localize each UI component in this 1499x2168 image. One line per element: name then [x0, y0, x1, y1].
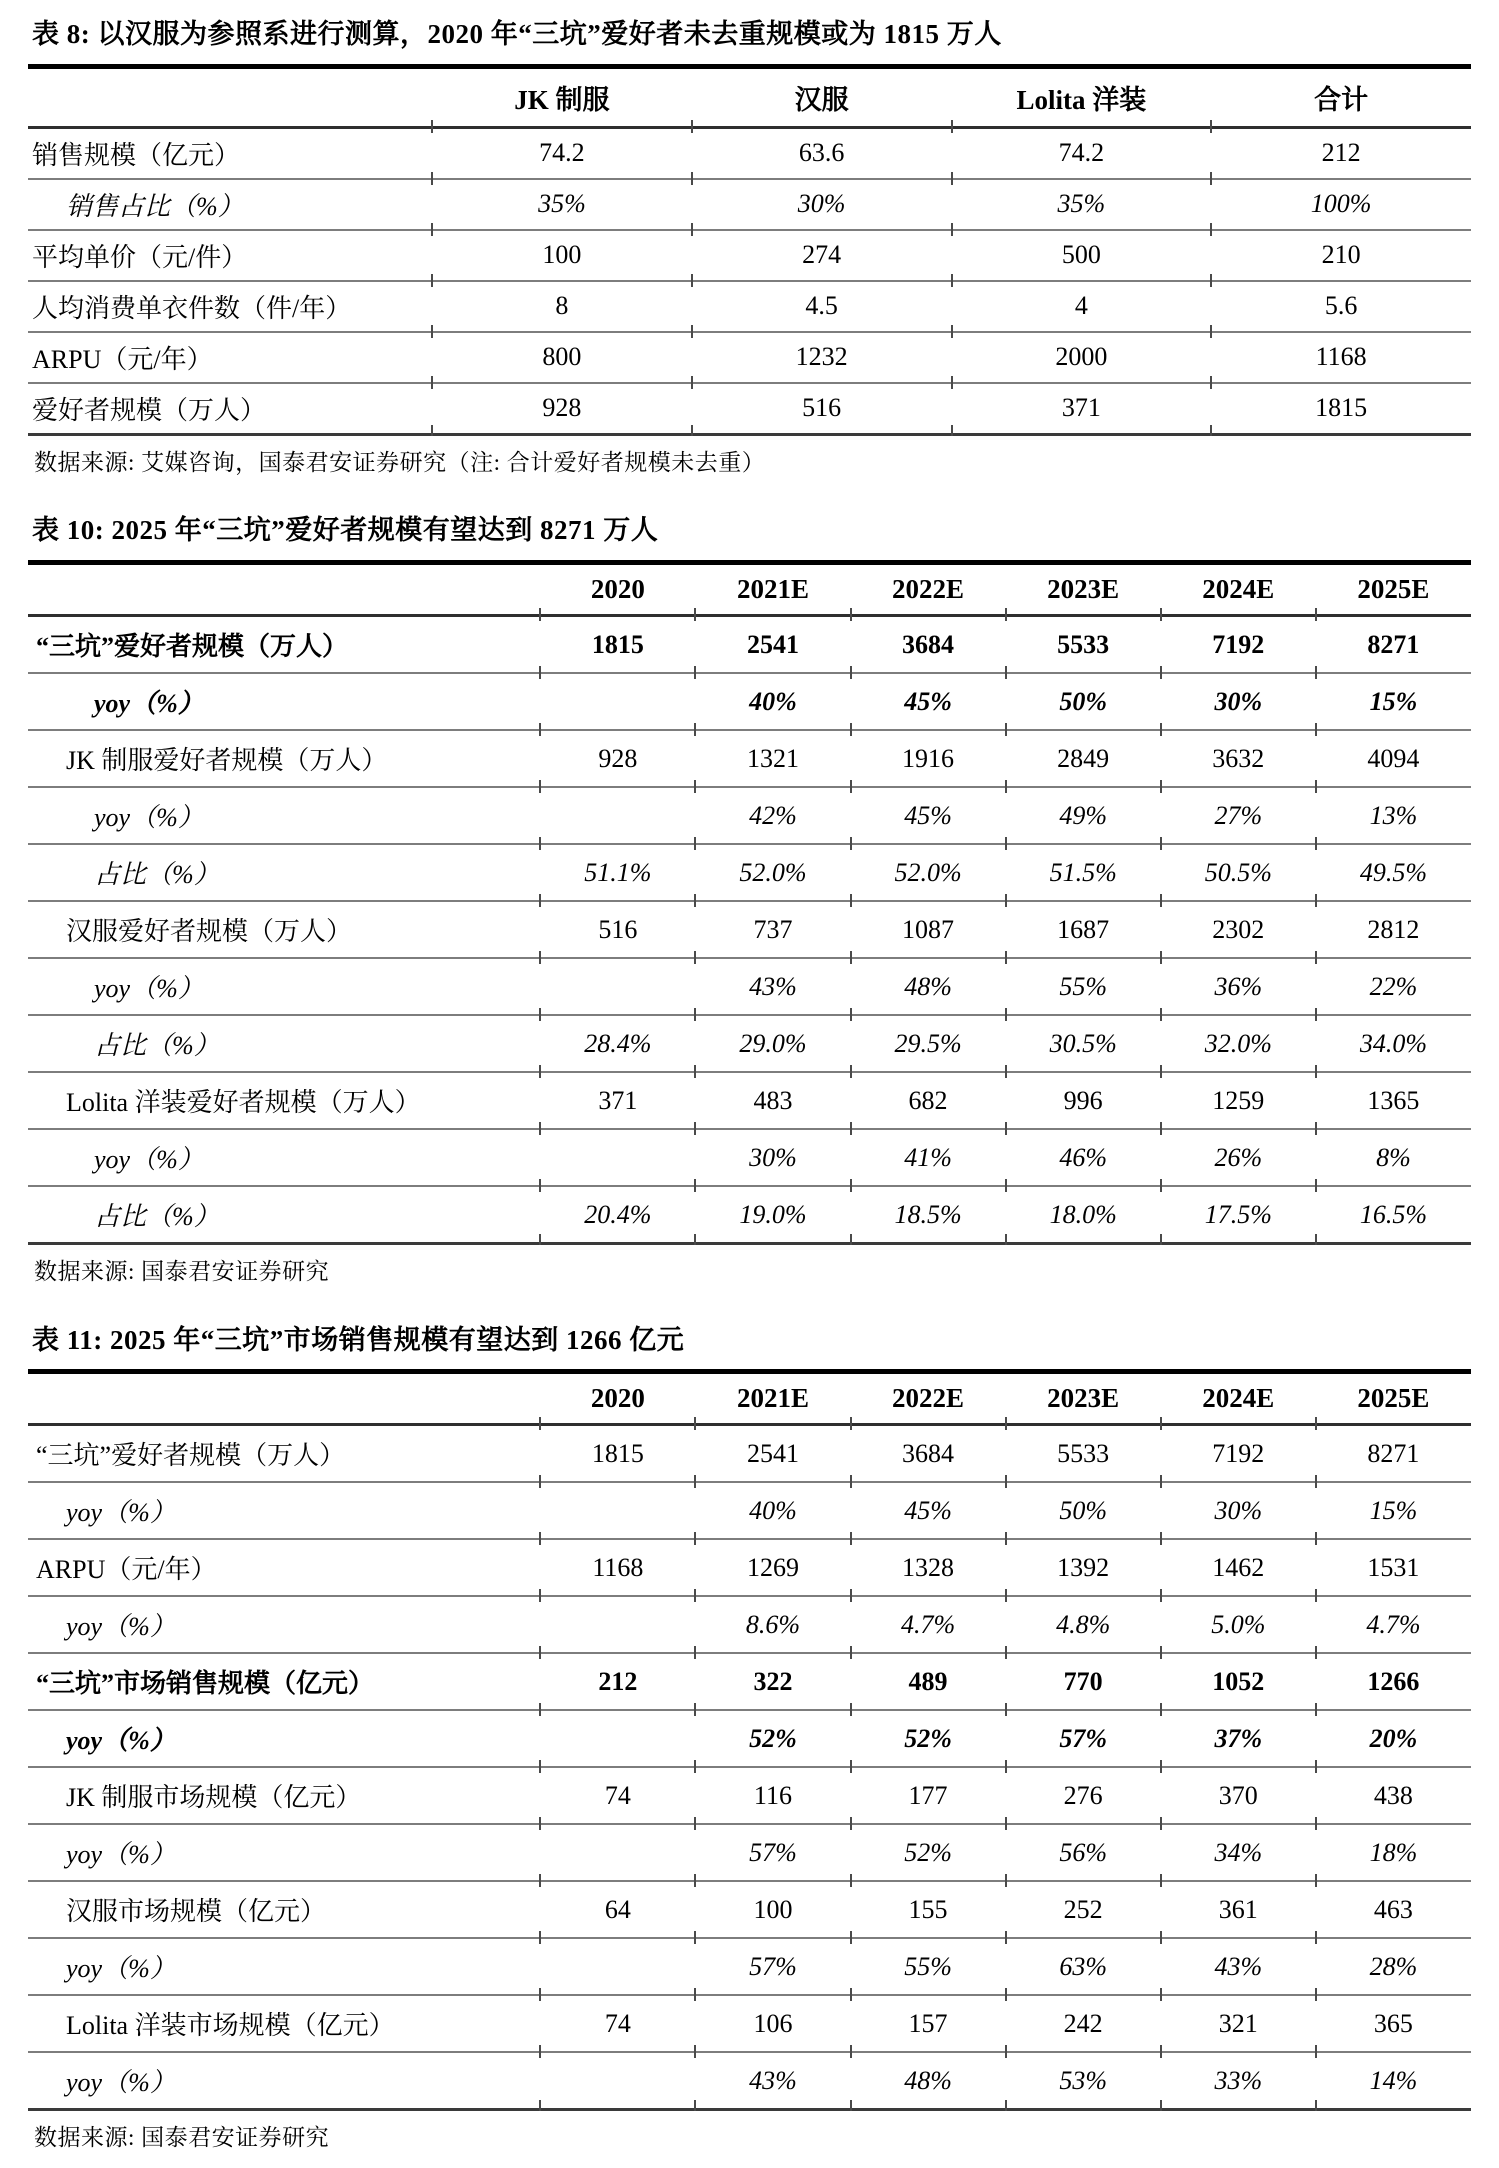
table-row: [28, 730, 1471, 787]
cell-value: 8271: [1316, 616, 1471, 674]
row-label: 销售占比（%）: [28, 179, 432, 230]
row-label: yoy（%）: [28, 1596, 540, 1653]
cell-value: 7192: [1161, 1425, 1316, 1483]
cell-value: 106: [695, 1995, 850, 2052]
cell-value: 48%: [851, 2052, 1006, 2110]
cell-value: 212: [1211, 127, 1471, 179]
cell-value: 2849: [1006, 730, 1161, 787]
cell-value: 1815: [540, 1425, 695, 1483]
cell-value: 322: [695, 1653, 850, 1710]
row-label: 占比（%）: [28, 1015, 540, 1072]
cell-value: [540, 958, 695, 1015]
cell-value: 928: [432, 383, 692, 435]
row-label: yoy（%）: [28, 1824, 540, 1881]
table-row: [28, 901, 1471, 958]
cell-value: 1815: [540, 616, 695, 674]
cell-value: 50%: [1006, 1482, 1161, 1539]
cell-value: 30%: [695, 1129, 850, 1186]
cell-value: 1168: [1211, 332, 1471, 383]
row-label: Lolita 洋装市场规模（亿元）: [28, 1995, 540, 2052]
cell-value: 682: [851, 1072, 1006, 1129]
cell-value: [540, 1596, 695, 1653]
cell-value: 438: [1316, 1767, 1471, 1824]
table10-title: 表 10: 2025 年“三坑”爱好者规模有望达到 8271 万人: [32, 515, 659, 546]
column-header: 2021E: [695, 563, 850, 616]
row-label: yoy（%）: [66, 2068, 176, 2098]
cell-value: 116: [695, 1767, 850, 1824]
row-label: 爱好者规模（万人）: [32, 395, 267, 425]
row-label: yoy（%）: [28, 1129, 540, 1186]
column-header: 合计: [1211, 66, 1471, 127]
cell-value: 49.5%: [1316, 844, 1471, 901]
cell-value: 45%: [851, 673, 1006, 730]
table-row: [28, 1824, 1471, 1881]
row-label: 占比（%）: [94, 1202, 220, 1232]
table-row: [28, 1881, 1471, 1938]
cell-value: 1392: [1006, 1539, 1161, 1596]
cell-value: 5533: [1006, 616, 1161, 674]
header-row: [28, 66, 1471, 127]
row-label: JK 制服市场规模（亿元）: [28, 1767, 540, 1824]
table-row: [28, 1938, 1471, 1995]
cell-value: 2302: [1161, 901, 1316, 958]
cell-value: 45%: [851, 787, 1006, 844]
cell-value: [540, 1938, 695, 1995]
cell-value: 30%: [692, 179, 952, 230]
header-label-cell: [28, 66, 432, 127]
cell-value: 55%: [851, 1938, 1006, 1995]
row-label: ARPU（元/年）: [28, 332, 432, 383]
cell-value: 51.5%: [1006, 844, 1161, 901]
cell-value: 1365: [1316, 1072, 1471, 1129]
cell-value: 50%: [1006, 673, 1161, 730]
table-row: [28, 1653, 1471, 1710]
cell-value: 18.5%: [851, 1186, 1006, 1244]
cell-value: 8: [432, 281, 692, 332]
cell-value: 37%: [1161, 1710, 1316, 1767]
cell-value: 321: [1161, 1995, 1316, 2052]
column-header: Lolita 洋装: [952, 66, 1212, 127]
cell-value: 1328: [851, 1539, 1006, 1596]
cell-value: 5.6: [1211, 281, 1471, 332]
row-label: 平均单价（元/件）: [28, 230, 432, 281]
cell-value: 48%: [851, 958, 1006, 1015]
cell-value: 489: [851, 1653, 1006, 1710]
header-row: [28, 563, 1471, 616]
cell-value: 371: [540, 1072, 695, 1129]
cell-value: 8.6%: [695, 1596, 850, 1653]
row-label: ARPU（元/年）: [28, 1539, 540, 1596]
cell-value: 17.5%: [1161, 1186, 1316, 1244]
cell-value: 45%: [851, 1482, 1006, 1539]
cell-value: 42%: [695, 787, 850, 844]
cell-value: 26%: [1161, 1129, 1316, 1186]
table11-section: [28, 1312, 1471, 2168]
cell-value: 1168: [540, 1539, 695, 1596]
cell-value: 996: [1006, 1072, 1161, 1129]
table-row: [28, 844, 1471, 901]
cell-value: 1815: [1211, 383, 1471, 435]
row-label: yoy（%）: [28, 787, 540, 844]
cell-value: 43%: [1161, 1938, 1316, 1995]
cell-value: 8271: [1316, 1425, 1471, 1483]
cell-value: 100: [432, 230, 692, 281]
row-label: yoy（%）: [28, 673, 540, 730]
table8-title: 表 8: 以汉服为参照系进行测算，2020 年“三坑”爱好者未去重规模或为 1815 万人: [32, 19, 1002, 49]
cell-value: 2541: [695, 616, 850, 674]
cell-value: 13%: [1316, 787, 1471, 844]
table11: [28, 1369, 1471, 2111]
row-label: 汉服市场规模（亿元）: [28, 1881, 540, 1938]
cell-value: 74.2: [432, 127, 692, 179]
cell-value: 100: [695, 1881, 850, 1938]
cell-value: 371: [952, 383, 1212, 435]
row-label: “三坑”爱好者规模（万人）: [28, 1425, 540, 1483]
cell-value: 516: [692, 383, 952, 435]
cell-value: 4: [952, 281, 1212, 332]
cell-value: 52.0%: [695, 844, 850, 901]
table-row: [28, 2052, 1471, 2110]
cell-value: 1266: [1316, 1653, 1471, 1710]
cell-value: 483: [695, 1072, 850, 1129]
table10-section: [28, 502, 1471, 1301]
cell-value: 20%: [1316, 1710, 1471, 1767]
cell-value: 46%: [1006, 1129, 1161, 1186]
row-label: JK 制服爱好者规模（万人）: [28, 730, 540, 787]
cell-value: 40%: [695, 673, 850, 730]
header-label-cell: [28, 563, 540, 616]
cell-value: 22%: [1316, 958, 1471, 1015]
column-header: 2023E: [1006, 1372, 1161, 1425]
cell-value: 16.5%: [1316, 1186, 1471, 1244]
column-header: 2020: [540, 563, 695, 616]
cell-value: 370: [1161, 1767, 1316, 1824]
column-header: JK 制服: [432, 66, 692, 127]
cell-value: 57%: [695, 1938, 850, 1995]
table8-source-note: 数据来源: 艾媒咨询，国泰君安证券研究（注: 合计爱好者规模未去重）: [34, 449, 766, 475]
cell-value: 34%: [1161, 1824, 1316, 1881]
cell-value: 64: [540, 1881, 695, 1938]
cell-value: 28.4%: [540, 1015, 695, 1072]
cell-value: 1687: [1006, 901, 1161, 958]
cell-value: [540, 2052, 695, 2110]
cell-value: 2541: [695, 1425, 850, 1483]
cell-value: 4.8%: [1006, 1596, 1161, 1653]
cell-value: 2812: [1316, 901, 1471, 958]
table-row: [28, 1767, 1471, 1824]
cell-value: 63%: [1006, 1938, 1161, 1995]
cell-value: 40%: [695, 1482, 850, 1539]
cell-value: 1916: [851, 730, 1006, 787]
cell-value: 1087: [851, 901, 1006, 958]
table-row: [28, 1425, 1471, 1483]
cell-value: 3632: [1161, 730, 1316, 787]
row-label: yoy（%）: [28, 1482, 540, 1539]
table-row: [28, 1710, 1471, 1767]
cell-value: [540, 1129, 695, 1186]
cell-value: 30%: [1161, 673, 1316, 730]
cell-value: 74: [540, 1767, 695, 1824]
cell-value: 52%: [851, 1710, 1006, 1767]
cell-value: 20.4%: [540, 1186, 695, 1244]
cell-value: 928: [540, 730, 695, 787]
cell-value: 4094: [1316, 730, 1471, 787]
cell-value: 4.5: [692, 281, 952, 332]
table8-section: [28, 6, 1471, 492]
column-header: 2025E: [1316, 1372, 1471, 1425]
table-row: [28, 1015, 1471, 1072]
cell-value: 74: [540, 1995, 695, 2052]
cell-value: 15%: [1316, 673, 1471, 730]
row-label: yoy（%）: [28, 958, 540, 1015]
cell-value: 53%: [1006, 2052, 1161, 2110]
cell-value: 1531: [1316, 1539, 1471, 1596]
cell-value: 3684: [851, 616, 1006, 674]
cell-value: 4.7%: [851, 1596, 1006, 1653]
cell-value: 1269: [695, 1539, 850, 1596]
table10: [28, 560, 1471, 1245]
row-label: 占比（%）: [28, 844, 540, 901]
table-row: [28, 787, 1471, 844]
column-header: 汉服: [692, 66, 952, 127]
table-row: [28, 1539, 1471, 1596]
row-label: 销售规模（亿元）: [28, 127, 432, 179]
column-header: 2024E: [1161, 563, 1316, 616]
cell-value: 57%: [1006, 1710, 1161, 1767]
table-row: [28, 281, 1471, 332]
cell-value: 252: [1006, 1881, 1161, 1938]
table-row: [28, 1482, 1471, 1539]
row-label: 人均消费单衣件数（件/年）: [28, 281, 432, 332]
table8: [28, 64, 1471, 436]
cell-value: 52.0%: [851, 844, 1006, 901]
column-header: 2021E: [695, 1372, 850, 1425]
cell-value: 100%: [1211, 179, 1471, 230]
column-header: 2023E: [1006, 563, 1161, 616]
cell-value: 18.0%: [1006, 1186, 1161, 1244]
row-label: “三坑”市场销售规模（亿元）: [28, 1653, 540, 1710]
cell-value: 43%: [695, 2052, 850, 2110]
table-row: [28, 673, 1471, 730]
cell-value: 5.0%: [1161, 1596, 1316, 1653]
row-label: “三坑”爱好者规模（万人）: [28, 616, 540, 674]
cell-value: 212: [540, 1653, 695, 1710]
cell-value: 770: [1006, 1653, 1161, 1710]
cell-value: 155: [851, 1881, 1006, 1938]
cell-value: 50.5%: [1161, 844, 1316, 901]
cell-value: [540, 1482, 695, 1539]
cell-value: 43%: [695, 958, 850, 1015]
cell-value: 41%: [851, 1129, 1006, 1186]
cell-value: 28%: [1316, 1938, 1471, 1995]
row-label: yoy（%）: [28, 1710, 540, 1767]
cell-value: 55%: [1006, 958, 1161, 1015]
cell-value: 74.2: [952, 127, 1212, 179]
cell-value: 29.5%: [851, 1015, 1006, 1072]
cell-value: 34.0%: [1316, 1015, 1471, 1072]
cell-value: 516: [540, 901, 695, 958]
cell-value: 1259: [1161, 1072, 1316, 1129]
cell-value: 30%: [1161, 1482, 1316, 1539]
table-row: [28, 332, 1471, 383]
table-row: [28, 179, 1471, 230]
cell-value: 5533: [1006, 1425, 1161, 1483]
cell-value: 8%: [1316, 1129, 1471, 1186]
cell-value: 1462: [1161, 1539, 1316, 1596]
table-row: [28, 230, 1471, 281]
table-row: [28, 1129, 1471, 1186]
cell-value: 36%: [1161, 958, 1316, 1015]
column-header: 2025E: [1316, 563, 1471, 616]
cell-value: 365: [1316, 1995, 1471, 2052]
cell-value: 242: [1006, 1995, 1161, 2052]
table11-source-note: 数据来源: 国泰君安证券研究: [34, 2125, 330, 2151]
cell-value: 3684: [851, 1425, 1006, 1483]
cell-value: 276: [1006, 1767, 1161, 1824]
cell-value: 177: [851, 1767, 1006, 1824]
cell-value: 210: [1211, 230, 1471, 281]
cell-value: 52%: [851, 1824, 1006, 1881]
column-header: 2022E: [851, 563, 1006, 616]
cell-value: [540, 673, 695, 730]
cell-value: 18%: [1316, 1824, 1471, 1881]
cell-value: 463: [1316, 1881, 1471, 1938]
table-row: [28, 1596, 1471, 1653]
cell-value: 15%: [1316, 1482, 1471, 1539]
cell-value: 52%: [695, 1710, 850, 1767]
row-label: 汉服爱好者规模（万人）: [28, 901, 540, 958]
cell-value: 361: [1161, 1881, 1316, 1938]
cell-value: 33%: [1161, 2052, 1316, 2110]
cell-value: 35%: [432, 179, 692, 230]
column-header: 2022E: [851, 1372, 1006, 1425]
row-label: Lolita 洋装爱好者规模（万人）: [28, 1072, 540, 1129]
column-header: 2024E: [1161, 1372, 1316, 1425]
cell-value: 274: [692, 230, 952, 281]
cell-value: 27%: [1161, 787, 1316, 844]
table-row: [28, 383, 1471, 435]
cell-value: 4.7%: [1316, 1596, 1471, 1653]
cell-value: 157: [851, 1995, 1006, 2052]
cell-value: 1232: [692, 332, 952, 383]
cell-value: 7192: [1161, 616, 1316, 674]
header-label-cell: [28, 1372, 540, 1425]
cell-value: 35%: [952, 179, 1212, 230]
table-row: [28, 127, 1471, 179]
cell-value: 2000: [952, 332, 1212, 383]
cell-value: 57%: [695, 1824, 850, 1881]
cell-value: 500: [952, 230, 1212, 281]
table11-title: 表 11: 2025 年“三坑”市场销售规模有望达到 1266 亿元: [32, 1324, 685, 1355]
table-row: [28, 1072, 1471, 1129]
table-row: [28, 1186, 1471, 1244]
cell-value: 1052: [1161, 1653, 1316, 1710]
cell-value: 63.6: [692, 127, 952, 179]
cell-value: 1321: [695, 730, 850, 787]
table10-source-note: 数据来源: 国泰君安证券研究: [34, 1259, 330, 1285]
cell-value: [540, 1824, 695, 1881]
table-row: [28, 616, 1471, 674]
cell-value: 49%: [1006, 787, 1161, 844]
table-row: [28, 1995, 1471, 2052]
cell-value: 800: [432, 332, 692, 383]
cell-value: 32.0%: [1161, 1015, 1316, 1072]
column-header: 2020: [540, 1372, 695, 1425]
cell-value: 19.0%: [695, 1186, 850, 1244]
cell-value: 14%: [1316, 2052, 1471, 2110]
header-row: [28, 1372, 1471, 1425]
cell-value: [540, 1710, 695, 1767]
cell-value: 737: [695, 901, 850, 958]
table-row: [28, 958, 1471, 1015]
cell-value: 56%: [1006, 1824, 1161, 1881]
row-label: yoy（%）: [28, 1938, 540, 1995]
cell-value: 29.0%: [695, 1015, 850, 1072]
cell-value: 30.5%: [1006, 1015, 1161, 1072]
cell-value: 51.1%: [540, 844, 695, 901]
cell-value: [540, 787, 695, 844]
